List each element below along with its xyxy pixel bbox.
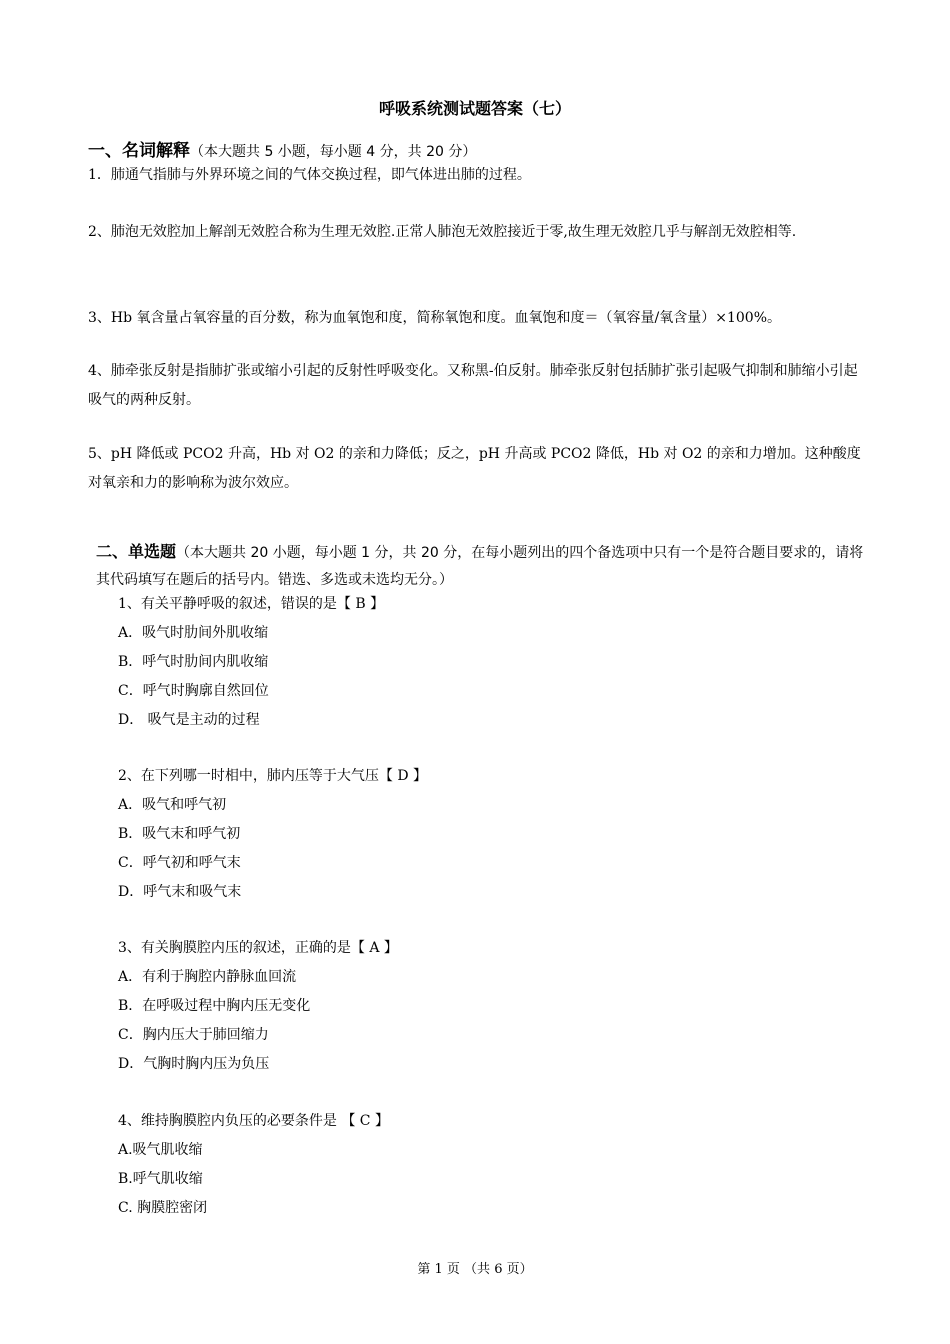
question-stem: 2、在下列哪一时相中，肺内压等于大气压【 D 】 — [118, 768, 428, 784]
document-title: 呼吸系统测试题答案（七） — [378, 99, 571, 118]
option-a: A.吸气肌收缩 — [118, 1142, 203, 1158]
definition-2: 2、肺泡无效腔加上解剖无效腔合称为生理无效腔.正常人肺泡无效腔接近于零,故生理无效腔几乎与解剖无效腔相等. — [88, 224, 797, 240]
section1-heading: 一、名词解释 — [88, 141, 190, 161]
option-d: D． 吸气是主动的过程 — [118, 712, 260, 728]
definition-4: 4、肺牵张反射是指肺扩张或缩小引起的反射性呼吸变化。又称黑-伯反射。肺牵张反射包括肺扩张引起吸气抑制和肺缩小引起吸气的两种反射。 — [88, 363, 858, 408]
question-stem: 3、有关胸膜腔内压的叙述，正确的是【 A 】 — [118, 940, 398, 956]
definition-1: 1．肺通气指肺与外界环境之间的气体交换过程，即气体进出肺的过程。 — [88, 167, 531, 183]
option-c: C．胸内压大于肺回缩力 — [118, 1027, 269, 1043]
question-stem: 4、维持胸膜腔内负压的必要条件是 【 C 】 — [118, 1113, 389, 1129]
option-b: B.呼气肌收缩 — [118, 1171, 203, 1187]
section1-note: （本大题共 5 小题，每小题 4 分，共 20 分） — [190, 144, 477, 160]
option-c: C．呼气时胸廓自然回位 — [118, 683, 269, 699]
page-footer: 第 1 页 （共 6 页） — [417, 1262, 533, 1277]
option-b: B．呼气时肋间内肌收缩 — [118, 654, 269, 670]
option-d: D．气胸时胸内压为负压 — [118, 1056, 270, 1072]
option-c: C．呼气初和呼气末 — [118, 855, 241, 871]
option-b: B．在呼吸过程中胸内压无变化 — [118, 998, 311, 1014]
definition-3: 3、Hb 氧含量占氧容量的百分数，称为血氧饱和度，简称氧饱和度。血氧饱和度＝（氧容量/氧含量）×100%。 — [88, 310, 781, 326]
question-1 — [118, 590, 384, 735]
option-a: A．吸气时肋间外肌收缩 — [118, 625, 269, 641]
option-b: B．吸气末和呼气初 — [118, 826, 241, 842]
option-d: D．呼气末和吸气末 — [118, 884, 242, 900]
section2-header — [96, 538, 868, 594]
option-a: A．有利于胸腔内静脉血回流 — [118, 969, 297, 985]
section1-header — [88, 136, 476, 161]
question-4 — [118, 1107, 389, 1223]
question-stem: 1、有关平静呼吸的叙述，错误的是【 B 】 — [118, 596, 385, 612]
section2-note: （本大题共 20 小题，每小题 1 分，共 20 分，在每小题列出的四个备选项中只有一个是符合题目要求的，请将其代码填写在题后的括号内。错选、多选或未选均无分。） — [96, 545, 864, 588]
question-3 — [118, 934, 398, 1079]
definition-5: 5、pH 降低或 PCO2 升高，Hb 对 O2 的亲和力降低；反之，pH 升高或 PCO2 降低，Hb 对 O2 的亲和力增加。这种酸度对氧亲和力的影响称为波尔效应。 — [88, 446, 861, 491]
option-a: A．吸气和呼气初 — [118, 797, 227, 813]
section2-heading: 二、单选题 — [96, 542, 177, 561]
option-c: C. 胸膜腔密闭 — [118, 1200, 208, 1216]
question-2 — [118, 762, 427, 907]
